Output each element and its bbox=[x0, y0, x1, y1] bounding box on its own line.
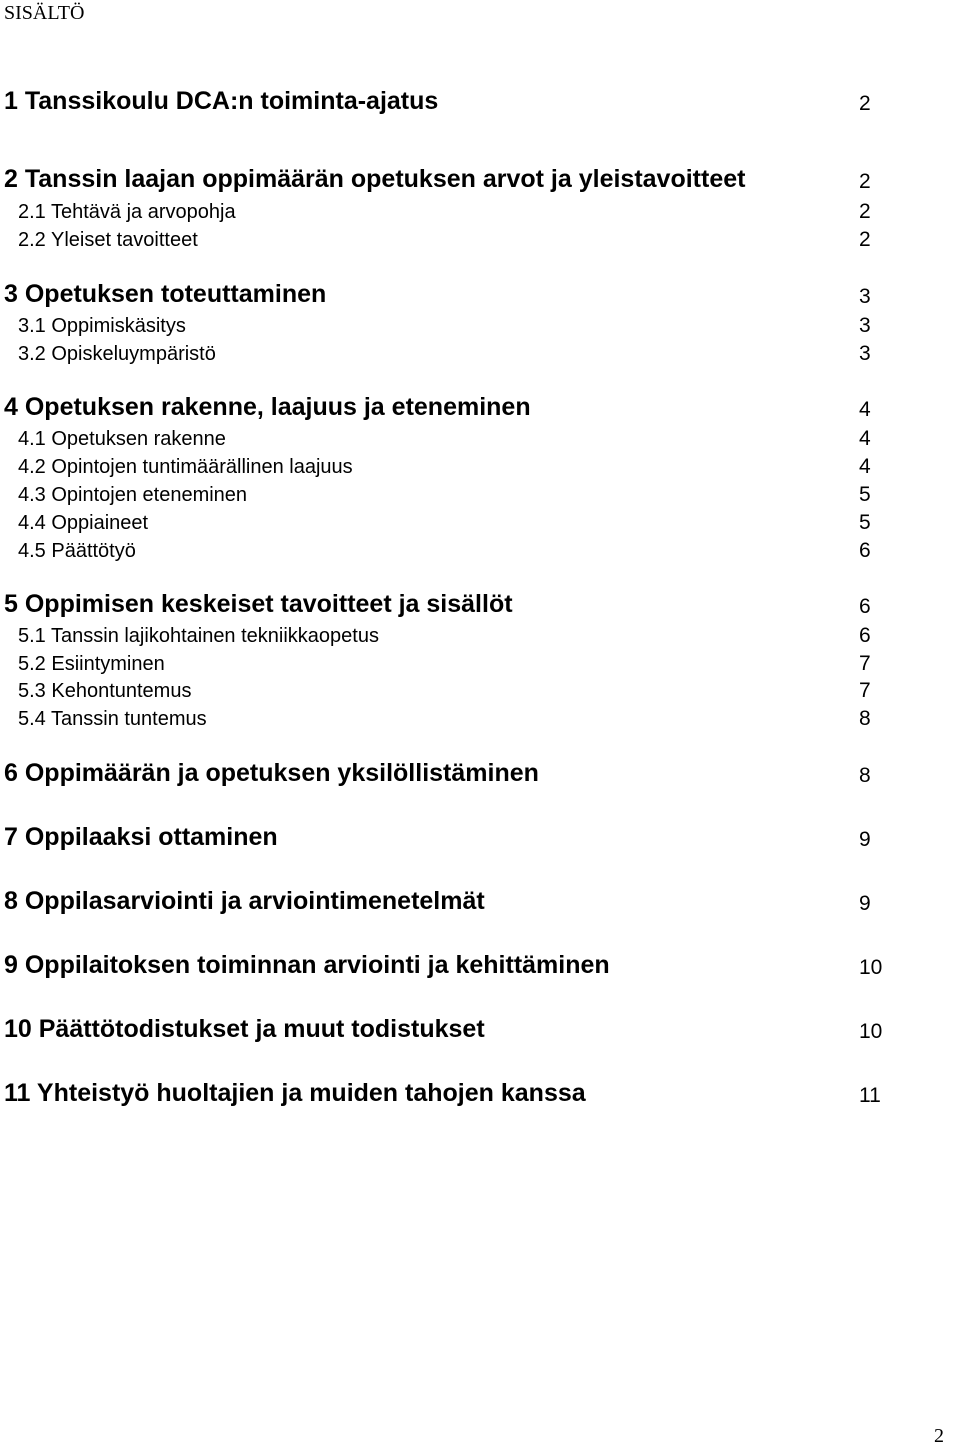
toc-entry-page: 6 bbox=[859, 624, 871, 647]
toc-entry-page: 2 bbox=[859, 200, 871, 223]
toc-entry-title: 4.2 Opintojen tuntimäärällinen laajuus bbox=[18, 456, 353, 478]
toc-entry-title: 8 Oppilasarviointi ja arviointimenetelmät bbox=[4, 887, 485, 915]
toc-entry-title: 3.2 Opiskeluympäristö bbox=[18, 343, 216, 365]
toc-entry-title: 2.1 Tehtävä ja arvopohja bbox=[18, 201, 236, 223]
toc-entry-title: 9 Oppilaitoksen toiminnan arviointi ja kehittäminen bbox=[4, 951, 610, 979]
page-header: SISÄLTÖ bbox=[4, 2, 85, 24]
toc-entry[interactable] bbox=[4, 165, 884, 198]
toc-subentry[interactable] bbox=[4, 453, 884, 483]
toc-entry-title: 3 Opetuksen toteuttaminen bbox=[4, 280, 327, 308]
toc-entry-title: 4.5 Päättötyö bbox=[18, 540, 136, 562]
toc-entry-page: 10 bbox=[859, 956, 883, 979]
toc-entry-page: 2 bbox=[859, 170, 871, 193]
toc-entry-page: 5 bbox=[859, 483, 871, 506]
toc-entry[interactable] bbox=[4, 590, 884, 623]
toc-entry-page: 6 bbox=[859, 595, 871, 618]
toc-entry-title: 2.2 Yleiset tavoitteet bbox=[18, 229, 198, 251]
toc-entry-title: 5.1 Tanssin lajikohtainen tekniikkaopetus bbox=[18, 625, 379, 647]
toc-entry-page: 10 bbox=[859, 1020, 883, 1043]
toc-entry-page: 3 bbox=[859, 342, 871, 365]
toc-entry-title: 4.1 Opetuksen rakenne bbox=[18, 428, 226, 450]
toc-entry[interactable] bbox=[4, 1079, 884, 1112]
toc-entry-title: 4.3 Opintojen eteneminen bbox=[18, 484, 248, 506]
toc-entry-title: 1 Tanssikoulu DCA:n toiminta-ajatus bbox=[4, 87, 439, 115]
toc-entry-page: 7 bbox=[859, 652, 871, 675]
toc-entry-page: 5 bbox=[859, 511, 871, 534]
toc-entry[interactable] bbox=[4, 280, 884, 313]
toc-entry[interactable] bbox=[4, 823, 884, 856]
toc-entry[interactable] bbox=[4, 951, 884, 984]
toc-entry-title: 5.4 Tanssin tuntemus bbox=[18, 708, 207, 730]
toc-entry[interactable] bbox=[4, 887, 884, 920]
toc-entry-page: 4 bbox=[859, 455, 871, 478]
toc-entry-title: 6 Oppimäärän ja opetuksen yksilöllistäminen bbox=[4, 759, 539, 787]
toc-entry-page: 8 bbox=[859, 764, 871, 787]
toc-entry-page: 11 bbox=[859, 1084, 881, 1107]
toc-entry[interactable] bbox=[4, 393, 884, 426]
toc-entry-title: 10 Päättötodistukset ja muut todistukset bbox=[4, 1015, 485, 1043]
toc-entry-title: 5.3 Kehontuntemus bbox=[18, 680, 192, 702]
toc-entry-page: 3 bbox=[859, 285, 871, 308]
toc-entry-title: 4 Opetuksen rakenne, laajuus ja eteneminen bbox=[4, 393, 531, 421]
toc-entry-title: 3.1 Oppimiskäsitys bbox=[18, 315, 186, 337]
toc-subentry[interactable] bbox=[4, 198, 884, 228]
toc-entry[interactable] bbox=[4, 87, 884, 120]
toc-entry-title: 5 Oppimisen keskeiset tavoitteet ja sisällöt bbox=[4, 590, 513, 618]
page-number: 2 bbox=[934, 1425, 944, 1447]
toc-entry-page: 2 bbox=[859, 92, 871, 115]
toc-subentry[interactable] bbox=[4, 537, 884, 567]
toc-subentry[interactable] bbox=[4, 425, 884, 455]
toc-subentry[interactable] bbox=[4, 650, 884, 680]
toc-entry-page: 7 bbox=[859, 679, 871, 702]
toc-entry-page: 6 bbox=[859, 539, 871, 562]
toc-subentry[interactable] bbox=[4, 312, 884, 342]
toc-subentry[interactable] bbox=[4, 226, 884, 256]
toc-entry-page: 9 bbox=[859, 828, 871, 851]
toc-entry-page: 4 bbox=[859, 398, 871, 421]
toc-entry-title: 7 Oppilaaksi ottaminen bbox=[4, 823, 278, 851]
toc-entry-page: 2 bbox=[859, 228, 871, 251]
toc-subentry[interactable] bbox=[4, 622, 884, 652]
toc-entry-title: 4.4 Oppiaineet bbox=[18, 512, 149, 534]
toc-subentry[interactable] bbox=[4, 481, 884, 511]
toc-entry-title: 5.2 Esiintyminen bbox=[18, 653, 165, 675]
toc-entry-title: 11 Yhteistyö huoltajien ja muiden tahojen kanssa bbox=[4, 1079, 586, 1107]
toc-subentry[interactable] bbox=[4, 340, 884, 370]
toc-entry-page: 3 bbox=[859, 314, 871, 337]
toc-subentry[interactable] bbox=[4, 509, 884, 539]
toc-entry[interactable] bbox=[4, 1015, 884, 1048]
toc-entry-page: 9 bbox=[859, 892, 871, 915]
toc-entry[interactable] bbox=[4, 759, 884, 792]
toc-subentry[interactable] bbox=[4, 705, 884, 735]
toc-entry-page: 4 bbox=[859, 427, 871, 450]
toc-entry-title: 2 Tanssin laajan oppimäärän opetuksen arvot ja yleistavoitteet bbox=[4, 165, 746, 193]
toc-subentry[interactable] bbox=[4, 677, 884, 707]
toc-entry-page: 8 bbox=[859, 707, 871, 730]
